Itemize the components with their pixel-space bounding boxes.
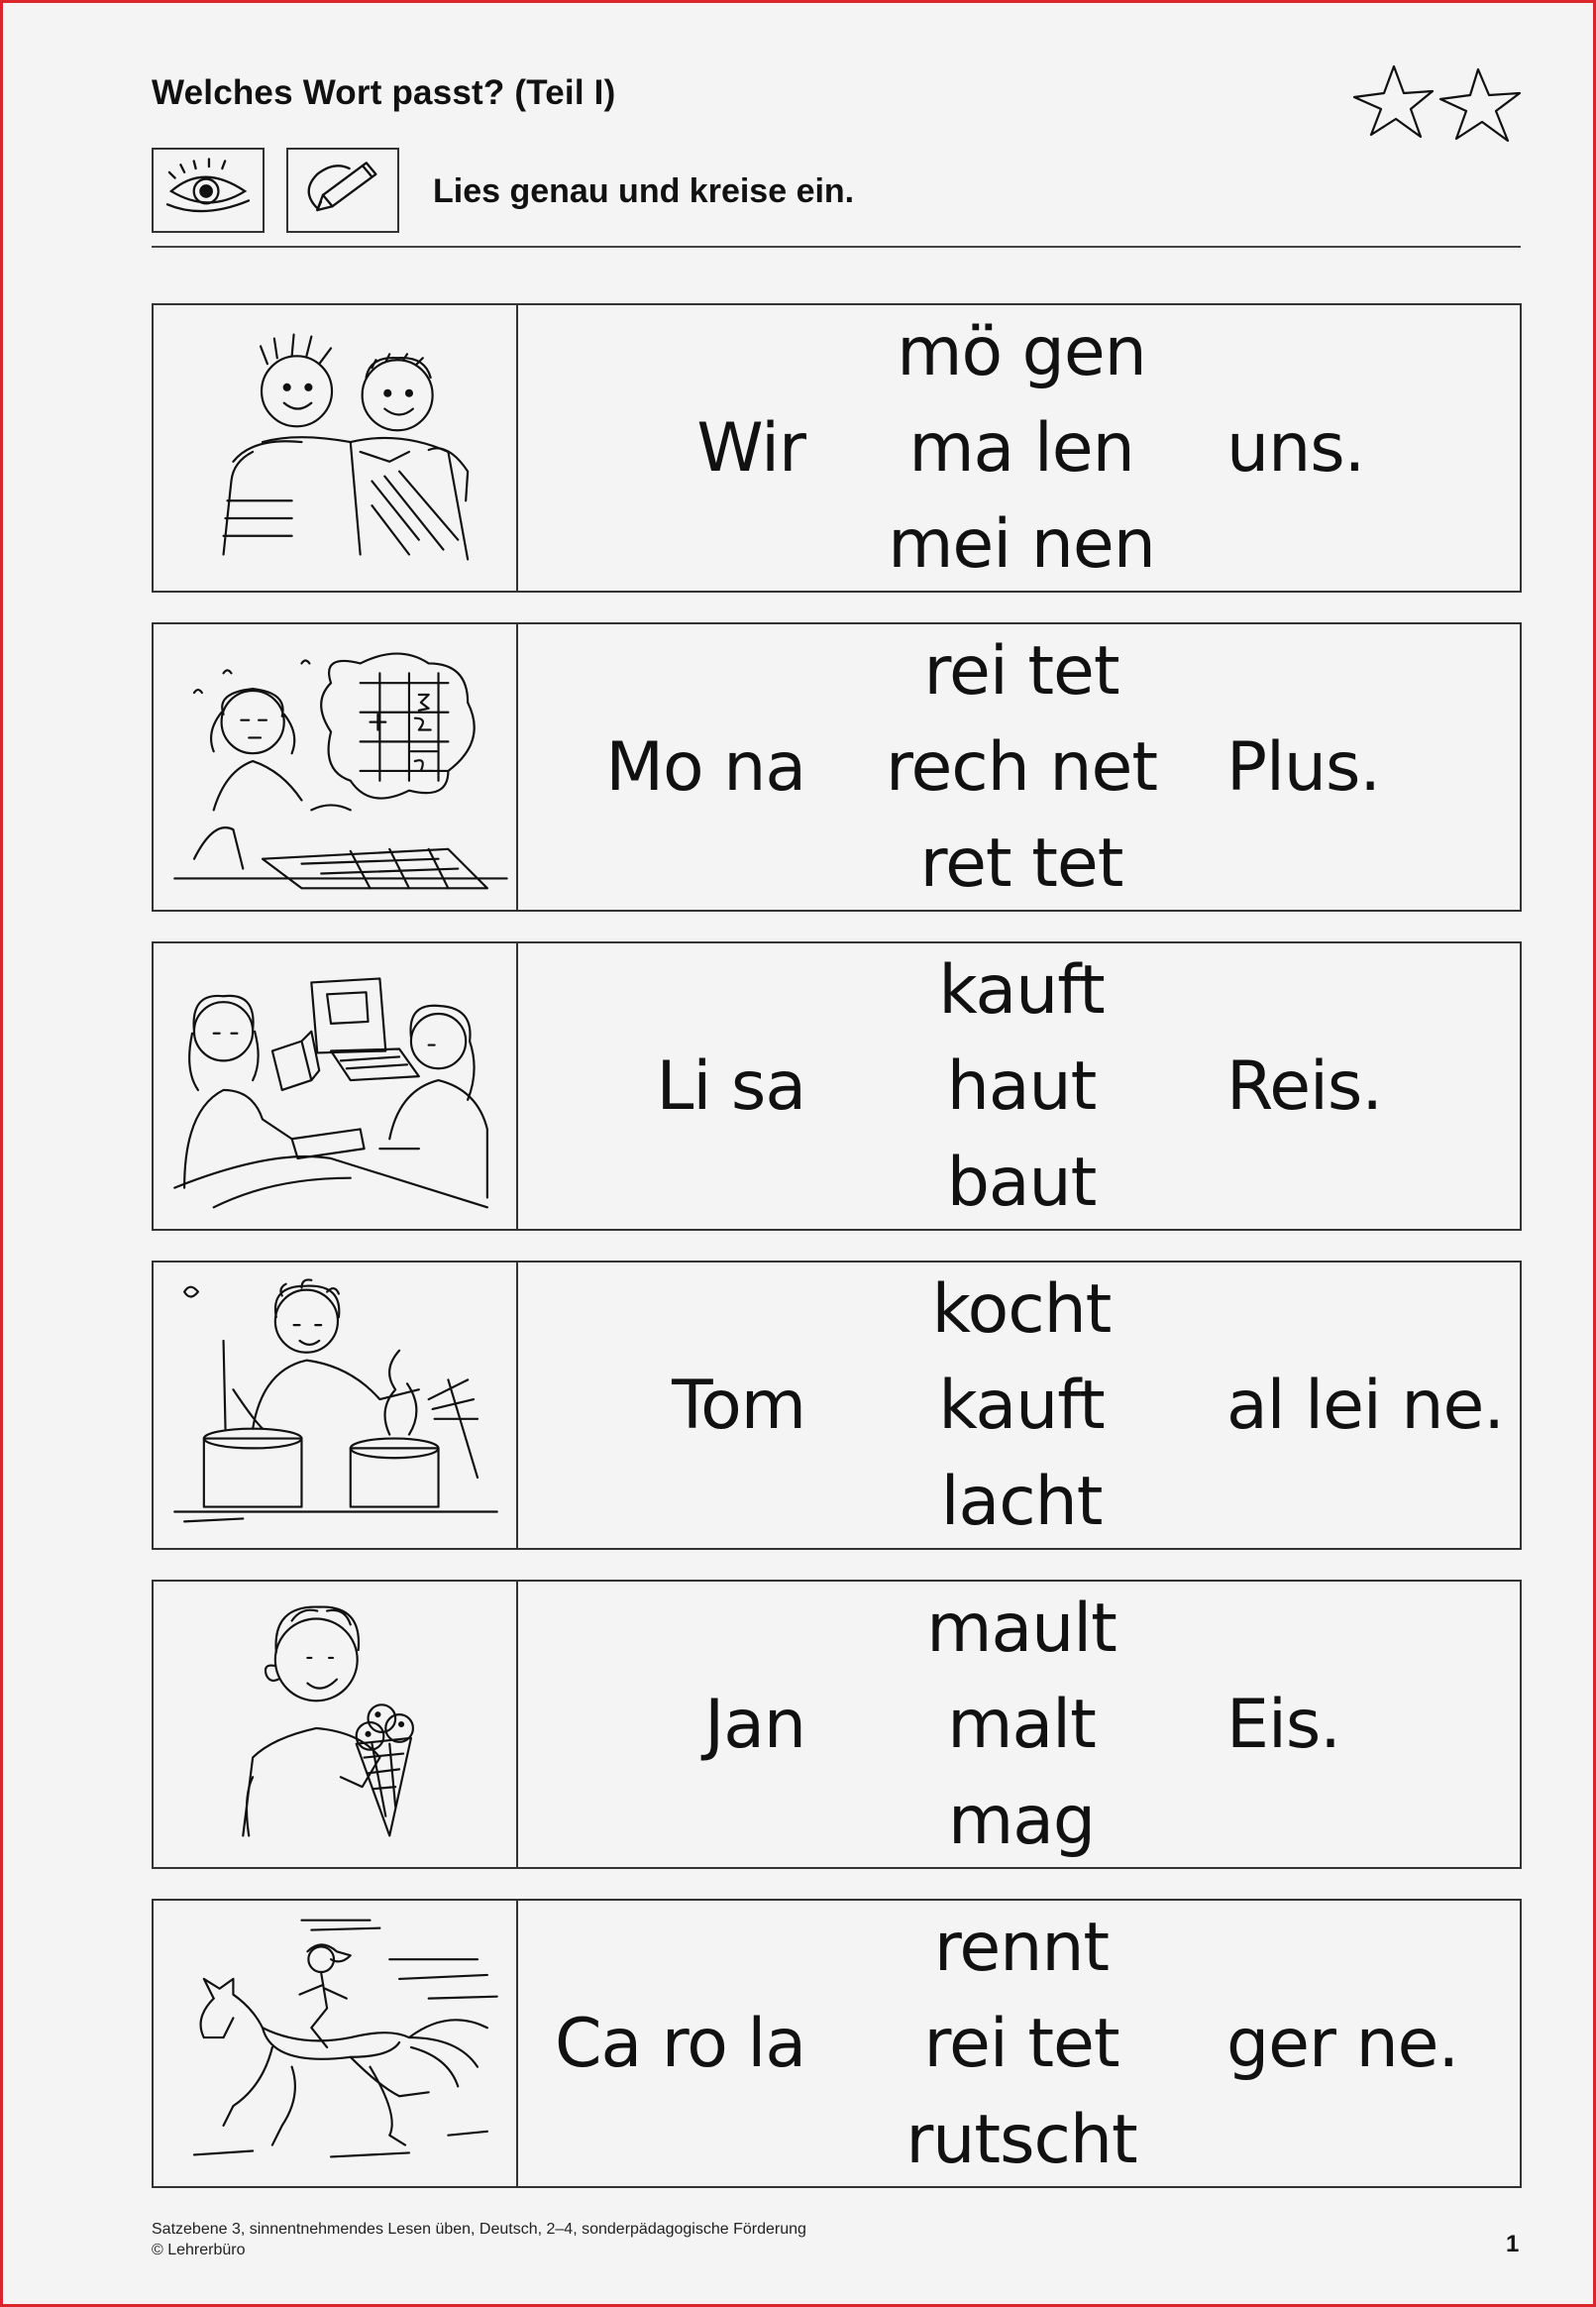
sentence-subject: Li sa [656, 1047, 805, 1126]
exercise-row [152, 1580, 1522, 1869]
word-option[interactable]: lacht [940, 1463, 1103, 1541]
sentence-object: Plus. [1226, 728, 1381, 807]
word-option[interactable]: rei tet [923, 2005, 1119, 2083]
sentence-subject: Tom [672, 1367, 805, 1445]
sentence-object: ger ne. [1226, 2005, 1459, 2083]
exercise-row [152, 622, 1522, 912]
sentence-object: uns. [1226, 409, 1365, 488]
girl-buying-rice-picture [154, 943, 518, 1229]
word-option[interactable]: rutscht [905, 2101, 1137, 2179]
sentence-object: al lei ne. [1226, 1367, 1504, 1445]
boy-with-ice-cream-picture [154, 1582, 518, 1867]
exercise-row [152, 303, 1522, 593]
sentence-object: Eis. [1226, 1686, 1340, 1764]
word-option[interactable]: rech net [886, 728, 1157, 807]
word-option[interactable]: mei nen [888, 505, 1155, 584]
footer-credits [152, 2219, 806, 2260]
word-option[interactable]: rennt [933, 1909, 1110, 1987]
word-option[interactable]: kauft [938, 1367, 1105, 1445]
exercise-row [152, 941, 1522, 1231]
eye-icon [152, 148, 265, 233]
worksheet-title: Welches Wort passt? (Teil I) [152, 73, 616, 112]
header-divider [152, 246, 1521, 248]
footer-copyright: © Lehrerbüro [152, 2242, 246, 2258]
word-option[interactable]: mag [947, 1782, 1096, 1860]
exercise-row [152, 1899, 1522, 2188]
word-option[interactable]: haut [946, 1047, 1097, 1126]
sentence-object: Reis. [1226, 1047, 1382, 1126]
sentence-subject: Jan [704, 1686, 805, 1764]
sentence-subject: Wir [696, 409, 805, 488]
boy-cooking-picture [154, 1263, 518, 1548]
girl-riding-horse-picture [154, 1901, 518, 2186]
page-number: 1 [1506, 2231, 1520, 2257]
exercise-row [152, 1261, 1522, 1550]
girl-doing-math-picture [154, 624, 518, 910]
instruction-text: Lies genau und kreise ein. [433, 172, 855, 210]
word-option[interactable]: rei tet [923, 632, 1119, 711]
two-boys-hugging-picture [154, 305, 518, 591]
word-option[interactable]: kauft [938, 951, 1105, 1030]
word-option[interactable]: mault [926, 1590, 1117, 1668]
word-option[interactable]: ret tet [919, 824, 1123, 903]
word-option[interactable]: malt [947, 1686, 1096, 1764]
pencil-icon [286, 148, 399, 233]
word-option[interactable]: kocht [931, 1270, 1112, 1349]
word-option[interactable]: mö gen [897, 313, 1146, 391]
word-option[interactable]: ma len [908, 409, 1134, 488]
sentence-subject: Ca ro la [554, 2005, 805, 2083]
sentence-subject: Mo na [605, 728, 805, 807]
two-stars-icon [1349, 61, 1528, 151]
word-option[interactable]: baut [946, 1144, 1097, 1222]
footer-series-line: Satzebene 3, sinnentnehmendes Lesen üben, Deutsch, 2–4, sonderpädagogische Förderung [152, 2221, 806, 2238]
